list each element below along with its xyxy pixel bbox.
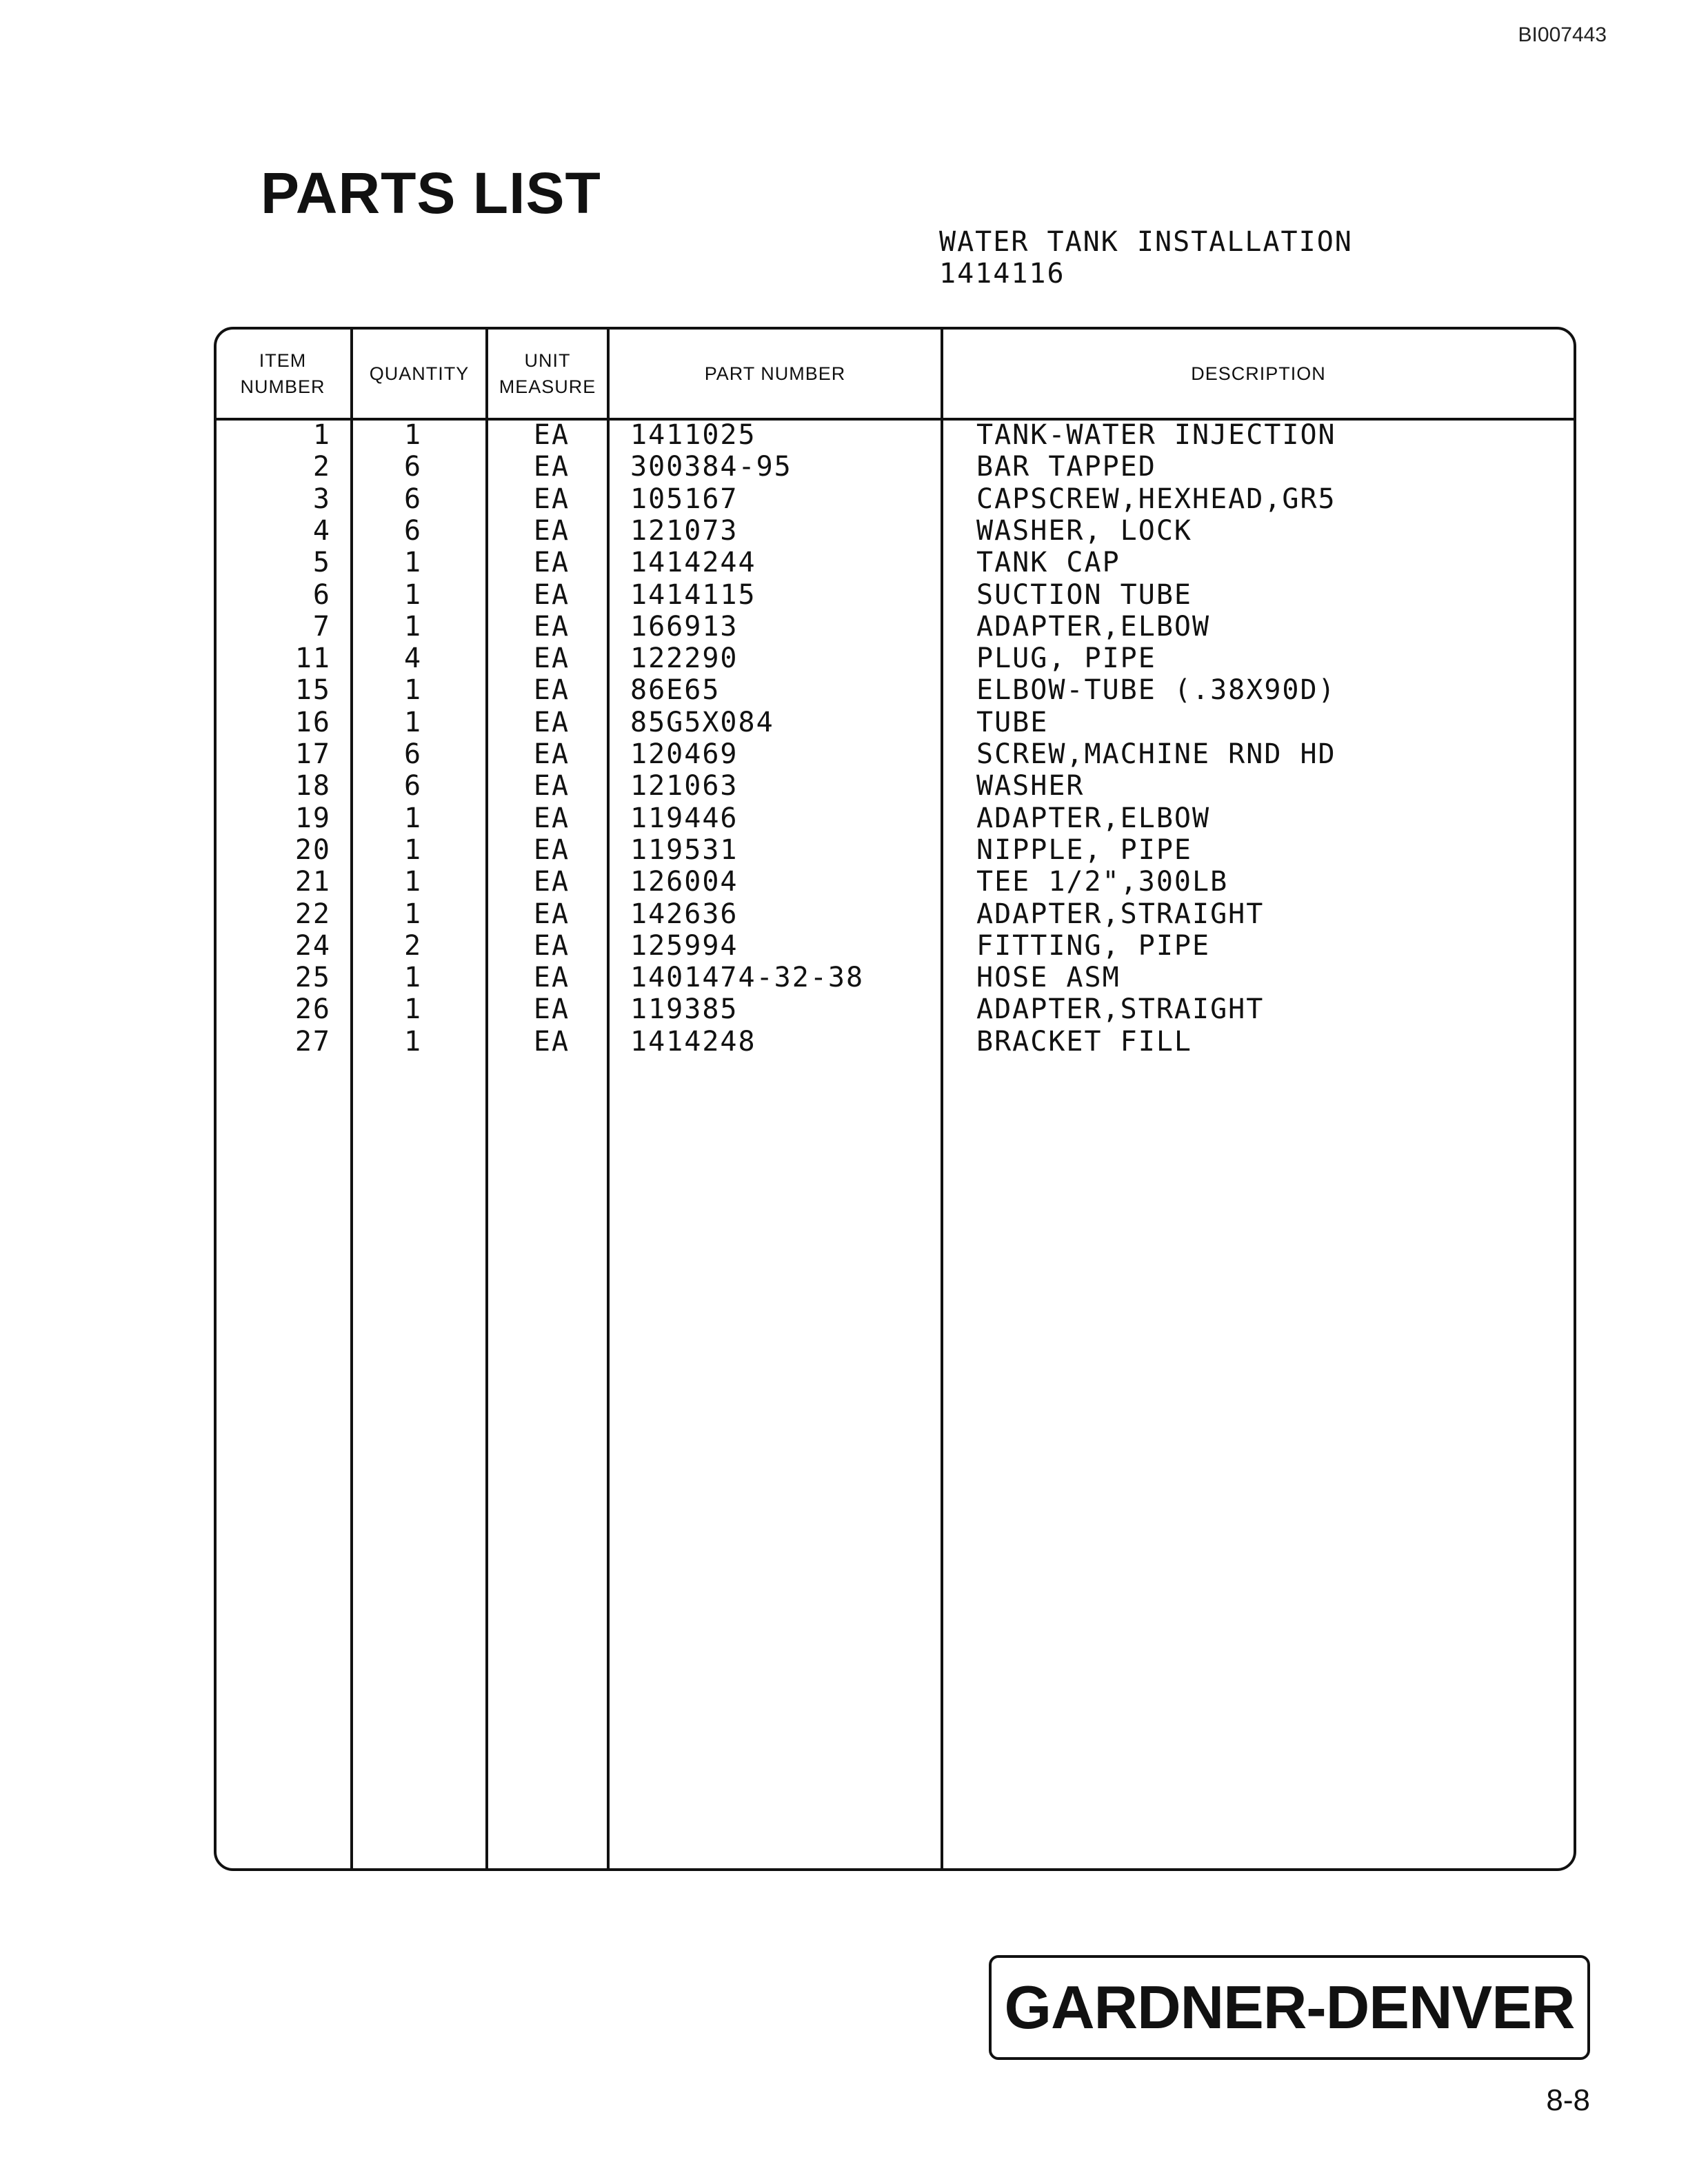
item-number-cell: 26 (294, 993, 331, 1026)
table-row (214, 834, 1576, 866)
description-cell: TANK CAP (976, 547, 1121, 579)
part-number-cell: 121063 (630, 770, 738, 802)
part-number-cell: 119531 (630, 833, 738, 866)
part-number-cell: 1401474-32-38 (630, 962, 865, 994)
unit-measure-cell: EA (533, 993, 570, 1026)
quantity-cell: 1 (403, 419, 423, 451)
part-number-cell: 166913 (630, 610, 738, 643)
gardner-denver-logo (989, 1955, 1590, 2060)
description-cell: NIPPLE, PIPE (976, 833, 1192, 866)
table-row (214, 993, 1576, 1025)
table-row (214, 611, 1576, 643)
part-number-cell: 1411025 (630, 419, 756, 451)
item-number-cell: 25 (294, 962, 331, 994)
unit-measure-cell: EA (533, 610, 570, 643)
table-row (214, 515, 1576, 547)
item-number-cell: 3 (312, 483, 331, 515)
table-row (214, 579, 1576, 611)
unit-measure-cell: EA (533, 802, 570, 834)
assembly-subtitle (939, 226, 1353, 290)
unit-measure-cell: EA (533, 738, 570, 770)
header-unit-measure: UNIT MEASURE (499, 350, 596, 397)
description-cell: BRACKET FILL (976, 1025, 1192, 1058)
unit-measure-cell: EA (533, 419, 570, 451)
quantity-cell: 1 (403, 547, 423, 579)
unit-measure-cell: EA (533, 1025, 570, 1058)
unit-measure-cell: EA (533, 833, 570, 866)
description-cell: ADAPTER,STRAIGHT (976, 898, 1265, 930)
table-row (214, 930, 1576, 962)
description-cell: WASHER, LOCK (976, 514, 1192, 547)
item-number-cell: 6 (312, 578, 331, 611)
quantity-cell: 1 (403, 706, 423, 738)
table-row (214, 547, 1576, 578)
part-number-cell: 85G5X084 (630, 706, 774, 738)
description-cell: ADAPTER,STRAIGHT (976, 993, 1265, 1026)
unit-measure-cell: EA (533, 547, 570, 579)
unit-measure-cell: EA (533, 674, 570, 707)
part-number-cell: 126004 (630, 866, 738, 898)
table-row (214, 643, 1576, 674)
table-row (214, 802, 1576, 834)
quantity-cell: 1 (403, 674, 423, 707)
unit-measure-cell: EA (533, 962, 570, 994)
quantity-cell: 4 (403, 643, 423, 675)
unit-measure-cell: EA (533, 643, 570, 675)
part-number-cell: 300384-95 (630, 451, 792, 483)
table-row (214, 674, 1576, 706)
logo-text: GARDNER-DENVER (1004, 1973, 1575, 2041)
item-number-cell: 11 (294, 643, 331, 675)
description-cell: HOSE ASM (976, 962, 1121, 994)
unit-measure-cell: EA (533, 514, 570, 547)
table-row (214, 738, 1576, 770)
item-number-cell: 2 (312, 451, 331, 483)
description-cell: CAPSCREW,HEXHEAD,GR5 (976, 483, 1336, 515)
part-number-cell: 1414115 (630, 578, 756, 611)
description-cell: SUCTION TUBE (976, 578, 1192, 611)
part-number-cell: 121073 (630, 514, 738, 547)
item-number-cell: 15 (294, 674, 331, 707)
item-number-cell: 20 (294, 833, 331, 866)
page-number: 8-8 (1546, 2083, 1590, 2117)
header-part-number: PART NUMBER (704, 363, 846, 384)
unit-measure-cell: EA (533, 706, 570, 738)
item-number-cell: 7 (312, 610, 331, 643)
description-cell: SCREW,MACHINE RND HD (976, 738, 1336, 770)
quantity-cell: 1 (403, 578, 423, 611)
table-row (214, 451, 1576, 483)
description-cell: TUBE (976, 706, 1049, 738)
part-number-cell: 142636 (630, 898, 738, 930)
unit-measure-cell: EA (533, 770, 570, 802)
quantity-cell: 1 (403, 866, 423, 898)
quantity-cell: 6 (403, 514, 423, 547)
quantity-cell: 1 (403, 610, 423, 643)
part-number-cell: 1414248 (630, 1025, 756, 1058)
item-number-cell: 24 (294, 929, 331, 962)
description-cell: BAR TAPPED (976, 451, 1156, 483)
item-number-cell: 16 (294, 706, 331, 738)
item-number-cell: 5 (312, 547, 331, 579)
item-number-cell: 22 (294, 898, 331, 930)
unit-measure-cell: EA (533, 866, 570, 898)
description-cell: PLUG, PIPE (976, 643, 1156, 675)
part-number-cell: 119385 (630, 993, 738, 1026)
item-number-cell: 4 (312, 514, 331, 547)
unit-measure-cell: EA (533, 451, 570, 483)
description-cell: ADAPTER,ELBOW (976, 610, 1211, 643)
quantity-cell: 1 (403, 802, 423, 834)
table-row (214, 419, 1576, 451)
quantity-cell: 1 (403, 962, 423, 994)
header-description: DESCRIPTION (1191, 363, 1326, 384)
table-row (214, 707, 1576, 738)
part-number-cell: 1414244 (630, 547, 756, 579)
item-number-cell: 1 (312, 419, 331, 451)
part-number-cell: 125994 (630, 929, 738, 962)
item-number-cell: 17 (294, 738, 331, 770)
document-id: BI007443 (1518, 23, 1607, 46)
table-row (214, 770, 1576, 802)
quantity-cell: 1 (403, 993, 423, 1026)
unit-measure-cell: EA (533, 898, 570, 930)
quantity-cell: 6 (403, 483, 423, 515)
assembly-name: WATER TANK INSTALLATION (939, 226, 1353, 258)
part-number-cell: 120469 (630, 738, 738, 770)
page-title: PARTS LIST (261, 161, 601, 225)
quantity-cell: 6 (403, 770, 423, 802)
item-number-cell: 19 (294, 802, 331, 834)
description-cell: WASHER (976, 770, 1085, 802)
part-number-cell: 86E65 (630, 674, 721, 707)
item-number-cell: 21 (294, 866, 331, 898)
description-cell: ADAPTER,ELBOW (976, 802, 1211, 834)
part-number-cell: 105167 (630, 483, 738, 515)
description-cell: ELBOW-TUBE (.38X90D) (976, 674, 1336, 707)
quantity-cell: 1 (403, 833, 423, 866)
part-number-cell: 119446 (630, 802, 738, 834)
quantity-cell: 1 (403, 1025, 423, 1058)
description-cell: TEE 1/2",300LB (976, 866, 1229, 898)
quantity-cell: 6 (403, 451, 423, 483)
unit-measure-cell: EA (533, 929, 570, 962)
quantity-cell: 6 (403, 738, 423, 770)
table-row (214, 483, 1576, 515)
unit-measure-cell: EA (533, 578, 570, 611)
item-number-cell: 27 (294, 1025, 331, 1058)
item-number-cell: 18 (294, 770, 331, 802)
unit-measure-cell: EA (533, 483, 570, 515)
table-row (214, 898, 1576, 930)
description-cell: FITTING, PIPE (976, 929, 1211, 962)
quantity-cell: 1 (403, 898, 423, 930)
table-row (214, 962, 1576, 993)
header-quantity: QUANTITY (369, 363, 470, 384)
description-cell: TANK-WATER INJECTION (976, 419, 1336, 451)
quantity-cell: 2 (403, 929, 423, 962)
part-number-cell: 122290 (630, 643, 738, 675)
table-row (214, 866, 1576, 898)
table-row (214, 1026, 1576, 1058)
header-item-number: ITEM NUMBER (240, 350, 325, 397)
assembly-number: 1414116 (939, 258, 1065, 290)
